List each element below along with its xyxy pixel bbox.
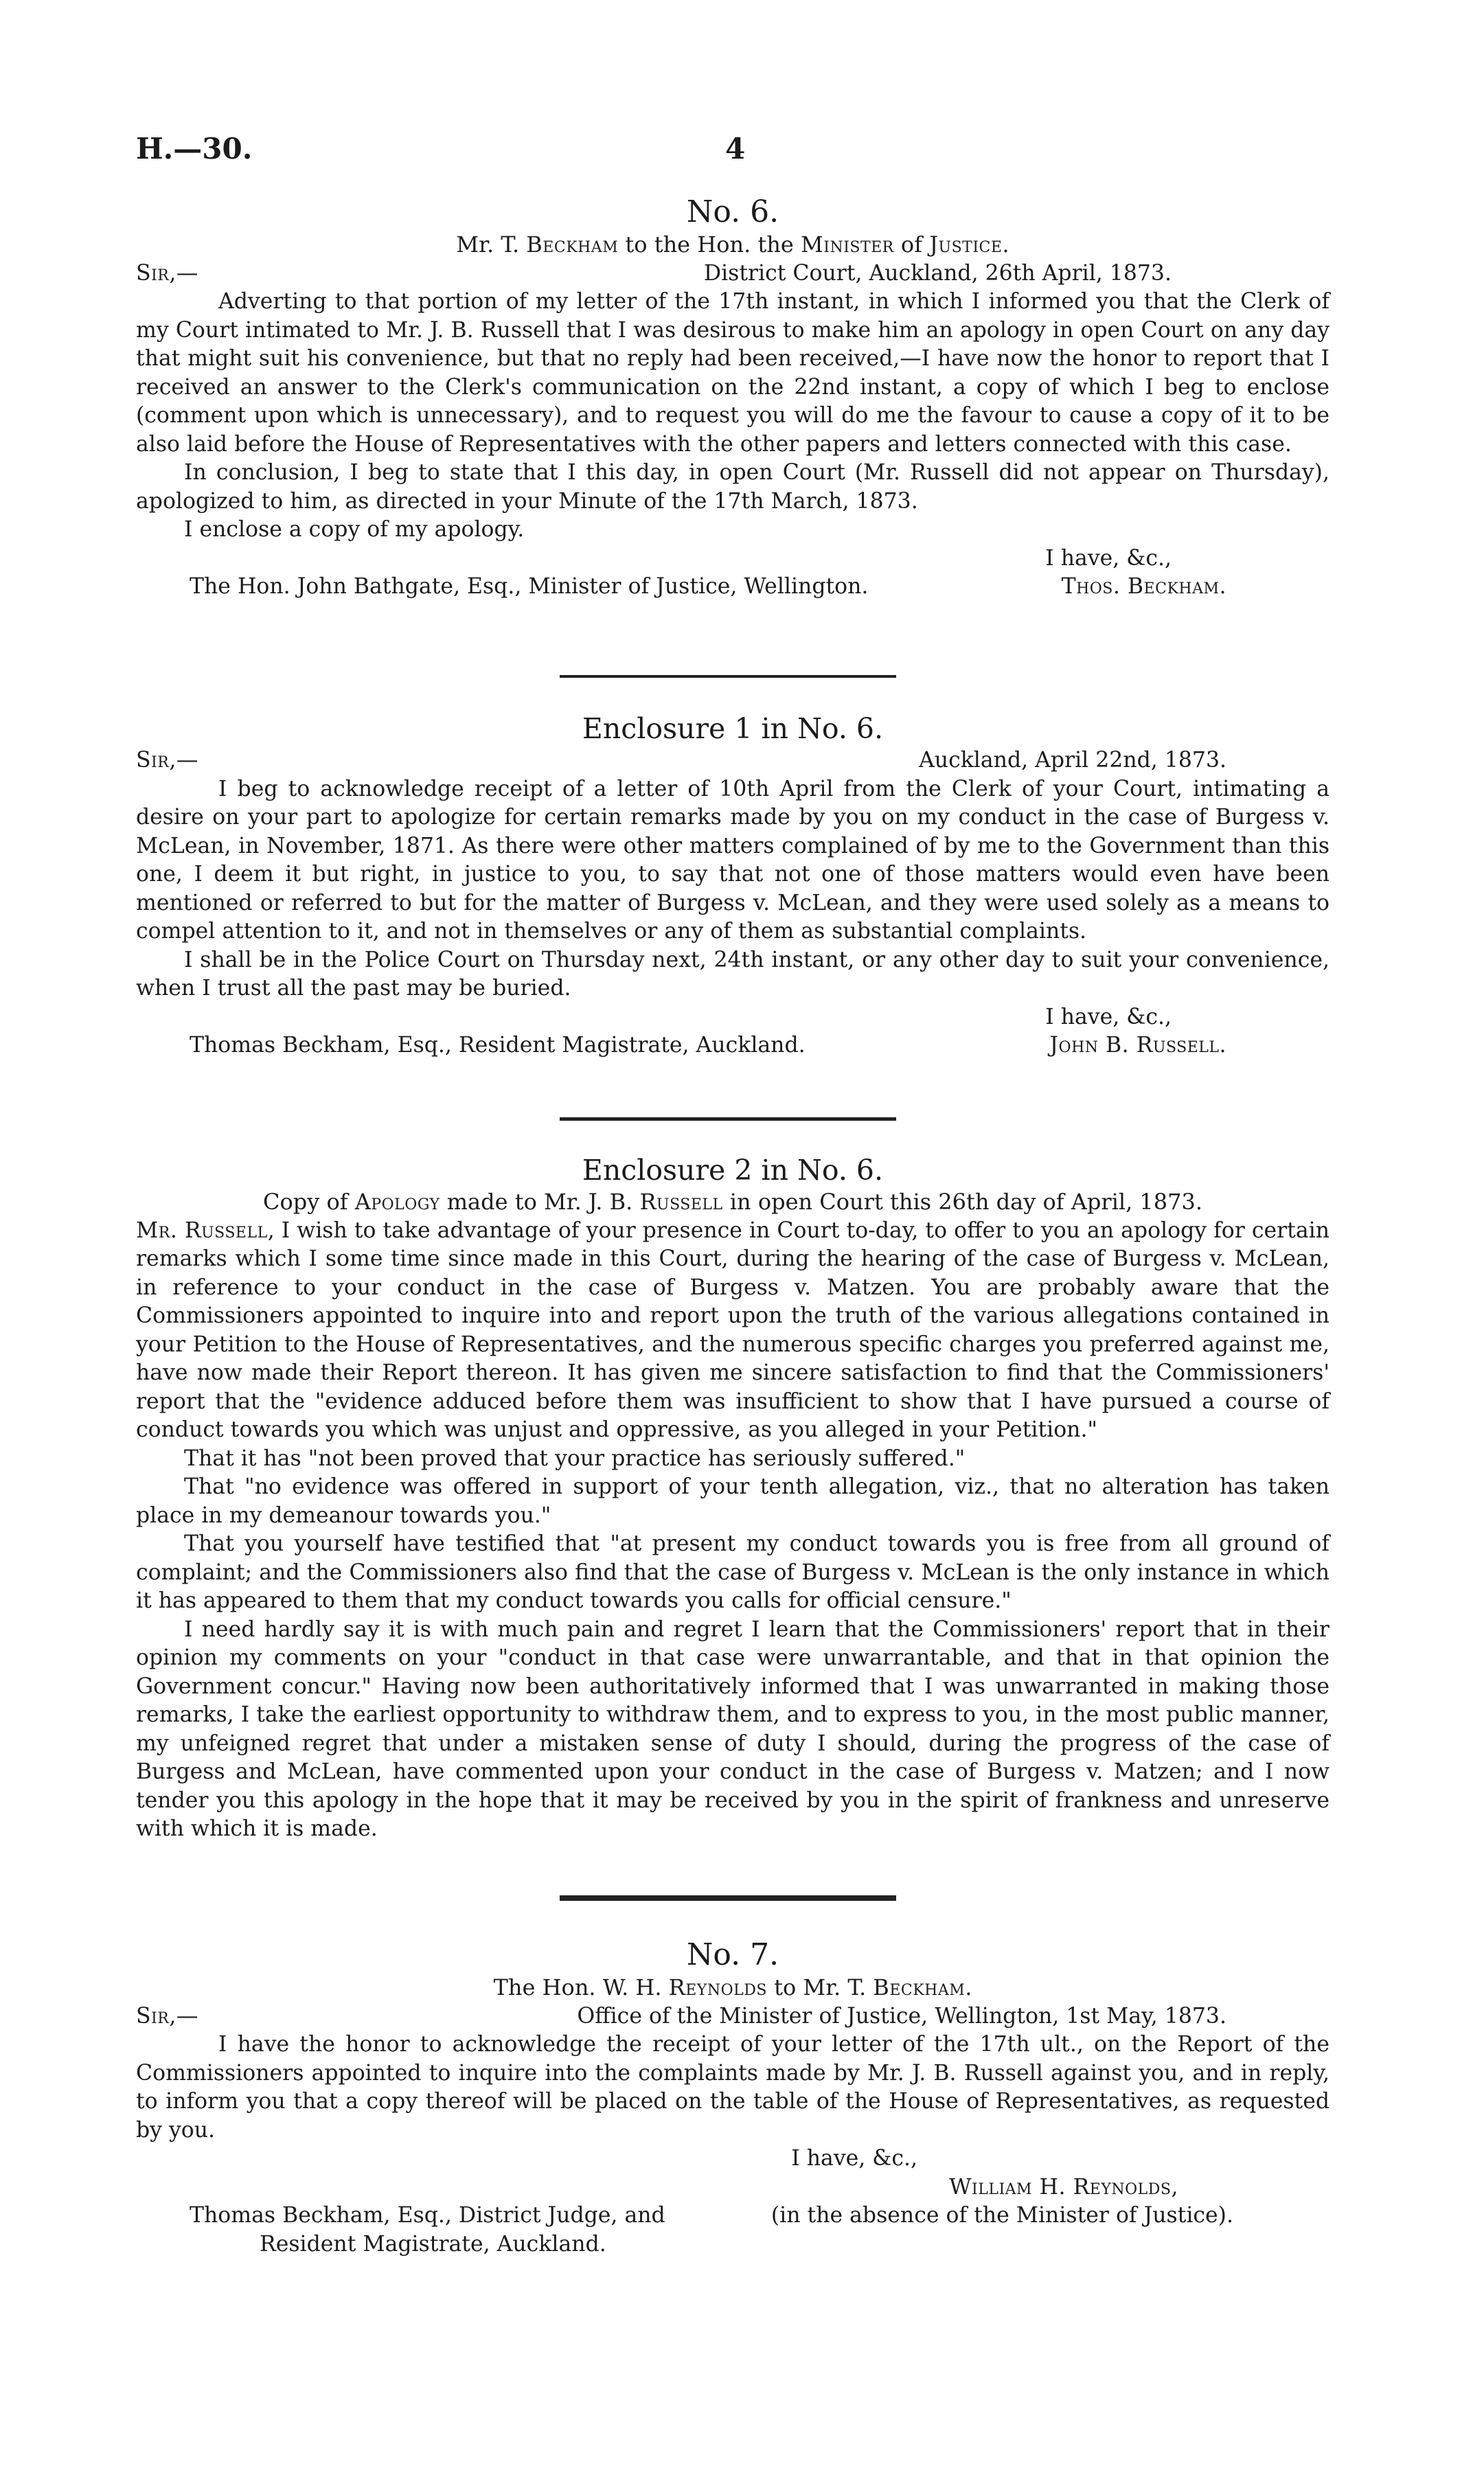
salutation: Sir,— [136,2003,198,2029]
place-date: District Court, Auckland, 26th April, 1873. [703,260,1172,286]
addressee: Thomas Beckham, Esq., Resident Magistrate, Auckland. [190,1033,806,1058]
document-reference: H.—30. [136,132,253,165]
enclosure-heading: Enclosure 1 in No. 6. [582,712,884,745]
paragraph: Mr. Russell, I wish to take advantage of your presence in Court to-day, to offer to you an apology for certain remarks which I some time since made in this Court, during the hearing of the case of Burgess v. McLean, in reference to your conduct in the case of Burgess v. Matzen. You are probably aware that the Commissioners appointed to inquire into and report upon the truth of the various allegations contained in your Petition to the House of Representatives, and the numerous specific charges you preferred against me, have now made their Report thereon. It has given me sincere satisfaction to find that the Commissioners' report that the "evidence adduced before them was insufficient to show that I have pursued a course of conduct towards you which was unjust and oppressive, as you alleged in your Petition." [136,1218,1329,1442]
salutation: Sir,— [136,748,198,773]
salutation-row [136,2002,1329,2031]
salutation: Sir,— [136,260,198,286]
letter-title: Mr. T. Beckham to the Hon. the Minister of Justice. [456,231,1009,258]
paragraph: I beg to acknowledge receipt of a letter of 10th April from the Clerk of your Court, intimating a desire on your part to apologize for certain remarks made by you on my conduct in the case of Burgess v. McLean, in November, 1871. As there were other matters complained of by me to the Government than this one, I deem it but right, in justice to you, to say that not one of those matters would even have been mentioned or referred to but for the matter of Burgess v. McLean, and they were used solely as a means to compel attention to it, and not in themselves or any of them as substantial complaints. [136,776,1329,944]
closing: I have, &c., [1045,545,1172,571]
enclosure-subtitle: Copy of Apology made to Mr. J. B. Russell in open Court this 26th day of April, 1873. [262,1189,1203,1215]
signature: Thos. Beckham. [1061,574,1226,599]
closing: I have, &c., [791,2146,917,2171]
signature-row [136,1031,1329,1060]
section-divider [560,675,896,678]
enclosure-1 [136,711,1329,1060]
place-date: Auckland, April 22nd, 1873. [919,748,1226,773]
letter-heading: No. 6. [686,194,779,229]
paragraph: That "no evidence was offered in support of your tenth allegation, viz., that no alteration has taken place in my demeanour towards you." [136,1474,1329,1528]
paragraph: In conclusion, I beg to state that I this day, in open Court (Mr. Russell did not appear on Thursday), apologized to him, as directed in your Minute of the 17th March, 1873. [136,460,1329,514]
paragraph: I have the honor to acknowledge the receipt of your letter of the 17th ult., on the Report of the Commissioners appointed to inquire into the complaints made by Mr. J. B. Russell against you, and in reply, to inform you that a copy thereof will be placed on the table of the House of Representatives, as requested by you. [136,2032,1329,2143]
salutation-row [136,260,1329,288]
enclosure-2 [136,1152,1329,1844]
salutation-row [136,746,1329,775]
paragraph: Adverting to that portion of my letter of the 17th instant, in which I informed you that the Clerk of my Court intimated to Mr. J. B. Russell that I was desirous to make him an apology in open Court on any day that might suit his convenience, but that no reply had been received,—I have now the honor to report that I received an answer to the Clerk's communication on the 22nd instant, a copy of which I beg to enclose (comment upon which is unnecessary), and to request you will do me the favour to cause a copy of it to be also laid before the House of Representatives with the other papers and letters connected with this case. [136,289,1329,457]
signature: William H. Reynolds, [949,2174,1178,2200]
letter-no6 [136,194,1329,602]
letter-no7 [136,1937,1329,2259]
letter-title: The Hon. W. H. Reynolds to Mr. T. Beckham. [493,1974,972,2000]
page-number: 4 [725,132,746,165]
paragraph: I shall be in the Police Court on Thursday next, 24th instant, or any other day to suit your convenience, when I trust all the past may be buried. [136,947,1329,1001]
paragraph: I need hardly say it is with much pain and regret I learn that the Commissioners' report that in their opinion my comments on your "conduct in that case were unwarrantable, and that in that opinion the Government concur." Having now been authoritatively informed that I was unwarranted in making those remarks, I take the earliest opportunity to withdraw them, and to express to you, in the most public manner, my unfeigned regret that under a mistaken sense of duty I should, during the progress of the case of Burgess and McLean, have commented upon your conduct in the case of Burgess v. Matzen; and I now tender you this apology in the hope that it may be received by you in the spirit of frankness and unreserve with which it is made. [136,1617,1329,1841]
signature-row [136,2202,1329,2230]
letter-heading: No. 7. [686,1937,779,1972]
signature: John B. Russell. [1049,1033,1226,1058]
addressee-line-2: Resident Magistrate, Auckland. [260,2231,606,2257]
closing: I have, &c., [1045,1004,1172,1029]
signature-note: (in the absence of the Minister of Justice). [770,2203,1233,2228]
place-date: Office of the Minister of Justice, Wellington, 1st May, 1873. [577,2003,1226,2029]
addressee: The Hon. John Bathgate, Esq., Minister of Justice, Wellington. [190,574,869,599]
signature-row [136,573,1329,602]
paragraph: That you yourself have testified that "at present my conduct towards you is free from all ground of complaint; and the Commissioners also find that the case of Burgess v. McLean is the only instance in which it has appeared to them that my conduct towards you calls for official censure." [136,1531,1329,1613]
section-divider [560,1117,896,1121]
addressee: Thomas Beckham, Esq., District Judge, and [190,2203,665,2228]
section-divider [560,1895,896,1901]
enclosure-heading: Enclosure 2 in No. 6. [582,1154,884,1187]
paragraph: I enclose a copy of my apology. [184,517,525,542]
paragraph: That it has "not been proved that your practice has seriously suffered." [184,1446,966,1471]
